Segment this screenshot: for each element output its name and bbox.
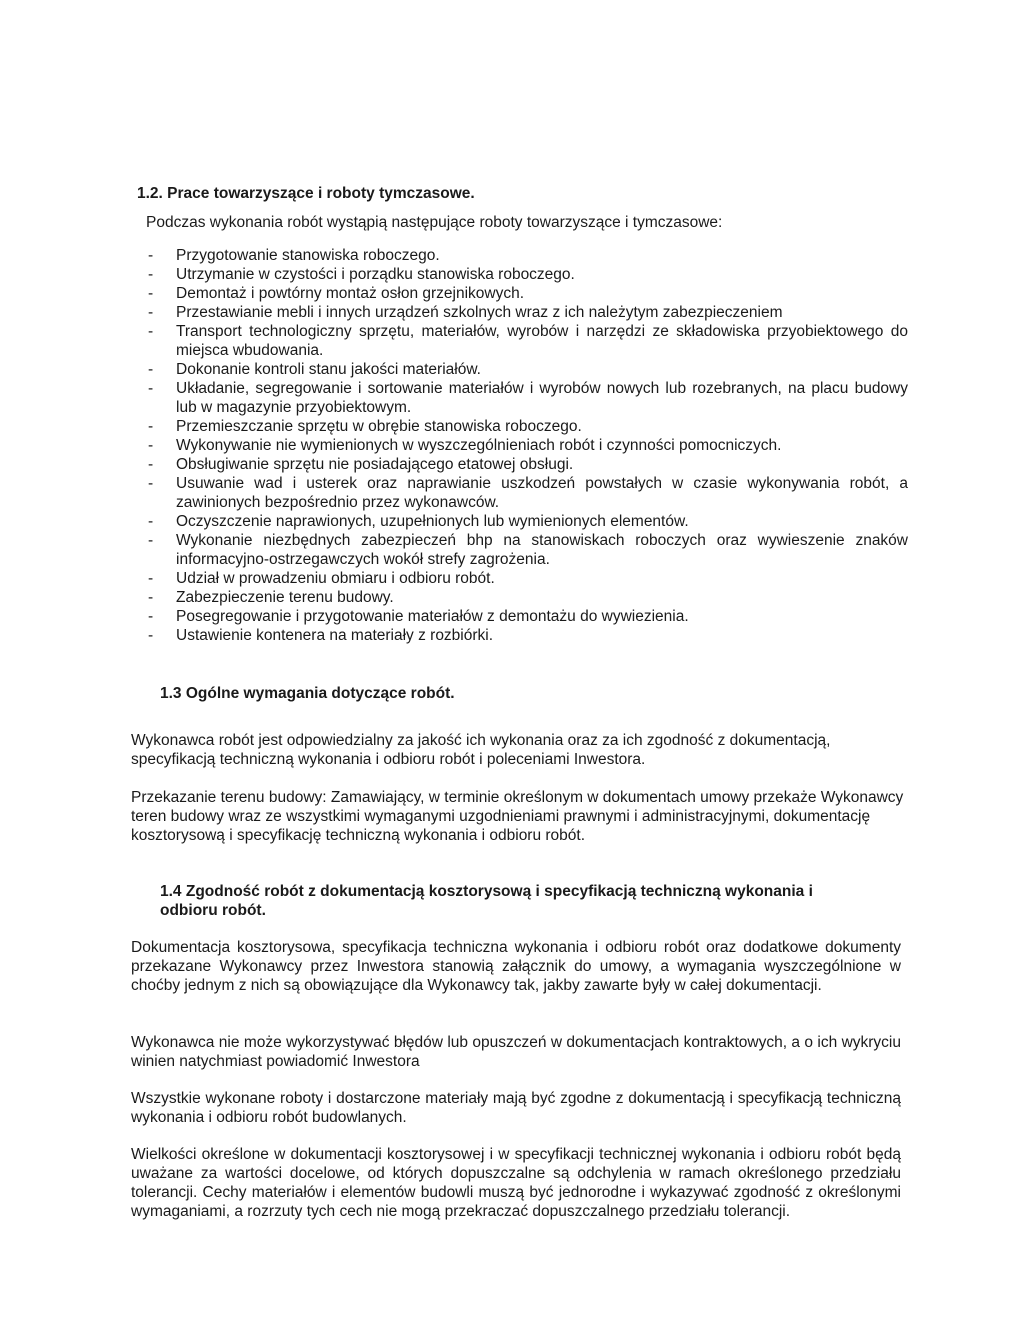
list-item-text: Oczyszczenie naprawionych, uzupełnionych lub wymienionych elementów. (176, 513, 689, 530)
list-bullet: - (148, 475, 154, 492)
works-list (148, 246, 908, 645)
list-item-text: Wykonywanie nie wymienionych w wyszczególnieniach robót i czynności pomocniczych. (176, 437, 782, 454)
list-bullet: - (148, 608, 154, 625)
list-bullet: - (148, 589, 154, 606)
list-item-text: Ustawienie kontenera na materiały z rozbiórki. (176, 627, 494, 644)
list-item (148, 436, 908, 455)
list-bullet: - (148, 513, 154, 530)
section-1-4-heading-line-1: 1.4 Zgodność robót z dokumentacją kosztorysową i specyfikacją techniczną wykonania i (160, 883, 813, 900)
list-item (148, 474, 908, 512)
list-item-text: Usuwanie wad i usterek oraz naprawianie uszkodzeń powstałych w czasie wykonywania robót, a zawinionych bezpośrednio przez wykonawców. (176, 475, 908, 511)
list-item-text: Dokonanie kontroli stanu jakości materiałów. (176, 361, 481, 378)
list-item-text: Przygotowanie stanowiska roboczego. (176, 247, 440, 264)
list-bullet: - (148, 418, 154, 435)
section-1-4-heading-line-2: odbioru robót. (160, 902, 266, 919)
section-1-4-paragraph-1: Dokumentacja kosztorysowa, specyfikacja techniczna wykonania i odbioru robót oraz dodatkowe dokumenty przekazane Wykonawcy przez Inwestora stanowią załącznik do umowy, a wymagania wyszczególnione w choćby jednym z nich są obowiązujące dla Wykonawcy tak, jakby zawarte były w całej dokumentacji. (131, 939, 901, 994)
section-1-3-paragraph-2: Przekazanie terenu budowy: Zamawiający, w terminie określonym w dokumentach umowy przekaże Wykonawcy teren budowy wraz ze wszystkimi wymaganymi uzgodnieniami prawnymi i administracyjnymi, dokumentację kosztorysową i specyfikację techniczną wykonania i odbioru robót. (131, 789, 904, 844)
list-item-text: Obsługiwanie sprzętu nie posiadającego etatowej obsługi. (176, 456, 574, 473)
list-bullet: - (148, 323, 154, 340)
list-item (148, 455, 908, 474)
list-bullet: - (148, 456, 154, 473)
list-item-text: Posegregowanie i przygotowanie materiałów z demontażu do wywiezienia. (176, 608, 689, 625)
section-1-2-heading: 1.2. Prace towarzyszące i roboty tymczasowe. (137, 185, 475, 202)
list-item (148, 417, 908, 436)
list-item (148, 531, 908, 569)
list-bullet: - (148, 627, 154, 644)
list-item (148, 246, 908, 265)
list-bullet: - (148, 266, 154, 283)
list-item (148, 512, 908, 531)
list-bullet: - (148, 304, 154, 321)
list-bullet: - (148, 361, 154, 378)
list-bullet: - (148, 380, 154, 397)
list-item (148, 284, 908, 303)
list-bullet: - (148, 285, 154, 302)
list-item-text: Zabezpieczenie terenu budowy. (176, 589, 394, 606)
list-item-text: Utrzymanie w czystości i porządku stanowiska roboczego. (176, 266, 575, 283)
list-item-text: Demontaż i powtórny montaż osłon grzejnikowych. (176, 285, 525, 302)
list-item (148, 379, 908, 417)
list-bullet: - (148, 532, 154, 549)
section-1-2-intro: Podczas wykonania robót wystąpią następujące roboty towarzyszące i tymczasowe: (146, 214, 723, 231)
list-item-text: Wykonanie niezbędnych zabezpieczeń bhp na stanowiskach roboczych oraz wywieszenie znaków informacyjno-ostrzegawczych wokół strefy zagrożenia. (176, 532, 908, 568)
list-item (148, 588, 908, 607)
list-item (148, 303, 908, 322)
list-item-text: Układanie, segregowanie i sortowanie materiałów i wyrobów nowych lub rozebranych, na placu budowy lub w magazynie przyobiektowym. (176, 380, 908, 416)
section-1-4-paragraph-2: Wykonawca nie może wykorzystywać błędów lub opuszczeń w dokumentacjach kontraktowych, a o ich wykryciu winien natychmiast powiadomić Inwestora (131, 1034, 901, 1070)
section-1-3-heading: 1.3 Ogólne wymagania dotyczące robót. (160, 685, 455, 702)
list-bullet: - (148, 437, 154, 454)
list-item (148, 626, 908, 645)
list-item-text: Przemieszczanie sprzętu w obrębie stanowiska roboczego. (176, 418, 582, 435)
list-item (148, 607, 908, 626)
list-item (148, 322, 908, 360)
list-item-text: Transport technologiczny sprzętu, materiałów, wyrobów i narzędzi ze składowiska przyobiektowego do miejsca wbudowania. (176, 323, 908, 359)
list-item (148, 265, 908, 284)
section-1-4-paragraph-3: Wszystkie wykonane roboty i dostarczone materiały mają być zgodne z dokumentacją i specyfikacją techniczną wykonania i odbioru robót budowlanych. (131, 1090, 901, 1126)
section-1-4-paragraph-4: Wielkości określone w dokumentacji kosztorysowej i w specyfikacji technicznej wykonania i odbioru robót będą uważane za wartości docelowe, od których dopuszczalne są odchylenia w ramach określonego przedziału tolerancji. Cechy materiałów i elementów budowli muszą być jednorodne i wykazywać zgodność z określonymi wymaganiami, a rozrzuty tych cech nie mogą przekraczać dopuszczalnego przedziału tolerancji. (131, 1146, 901, 1220)
list-bullet: - (148, 247, 154, 264)
list-item-text: Przestawianie mebli i innych urządzeń szkolnych wraz z ich należytym zabezpieczeniem (176, 304, 783, 321)
list-bullet: - (148, 570, 154, 587)
list-item-text: Udział w prowadzeniu obmiaru i odbioru robót. (176, 570, 495, 587)
list-item (148, 360, 908, 379)
list-item (148, 569, 908, 588)
section-1-3-paragraph-1: Wykonawca robót jest odpowiedzialny za jakość ich wykonania oraz za ich zgodność z dokumentacją, specyfikacją techniczną wykonania i odbioru robót i poleceniami Inwestora. (131, 732, 831, 768)
